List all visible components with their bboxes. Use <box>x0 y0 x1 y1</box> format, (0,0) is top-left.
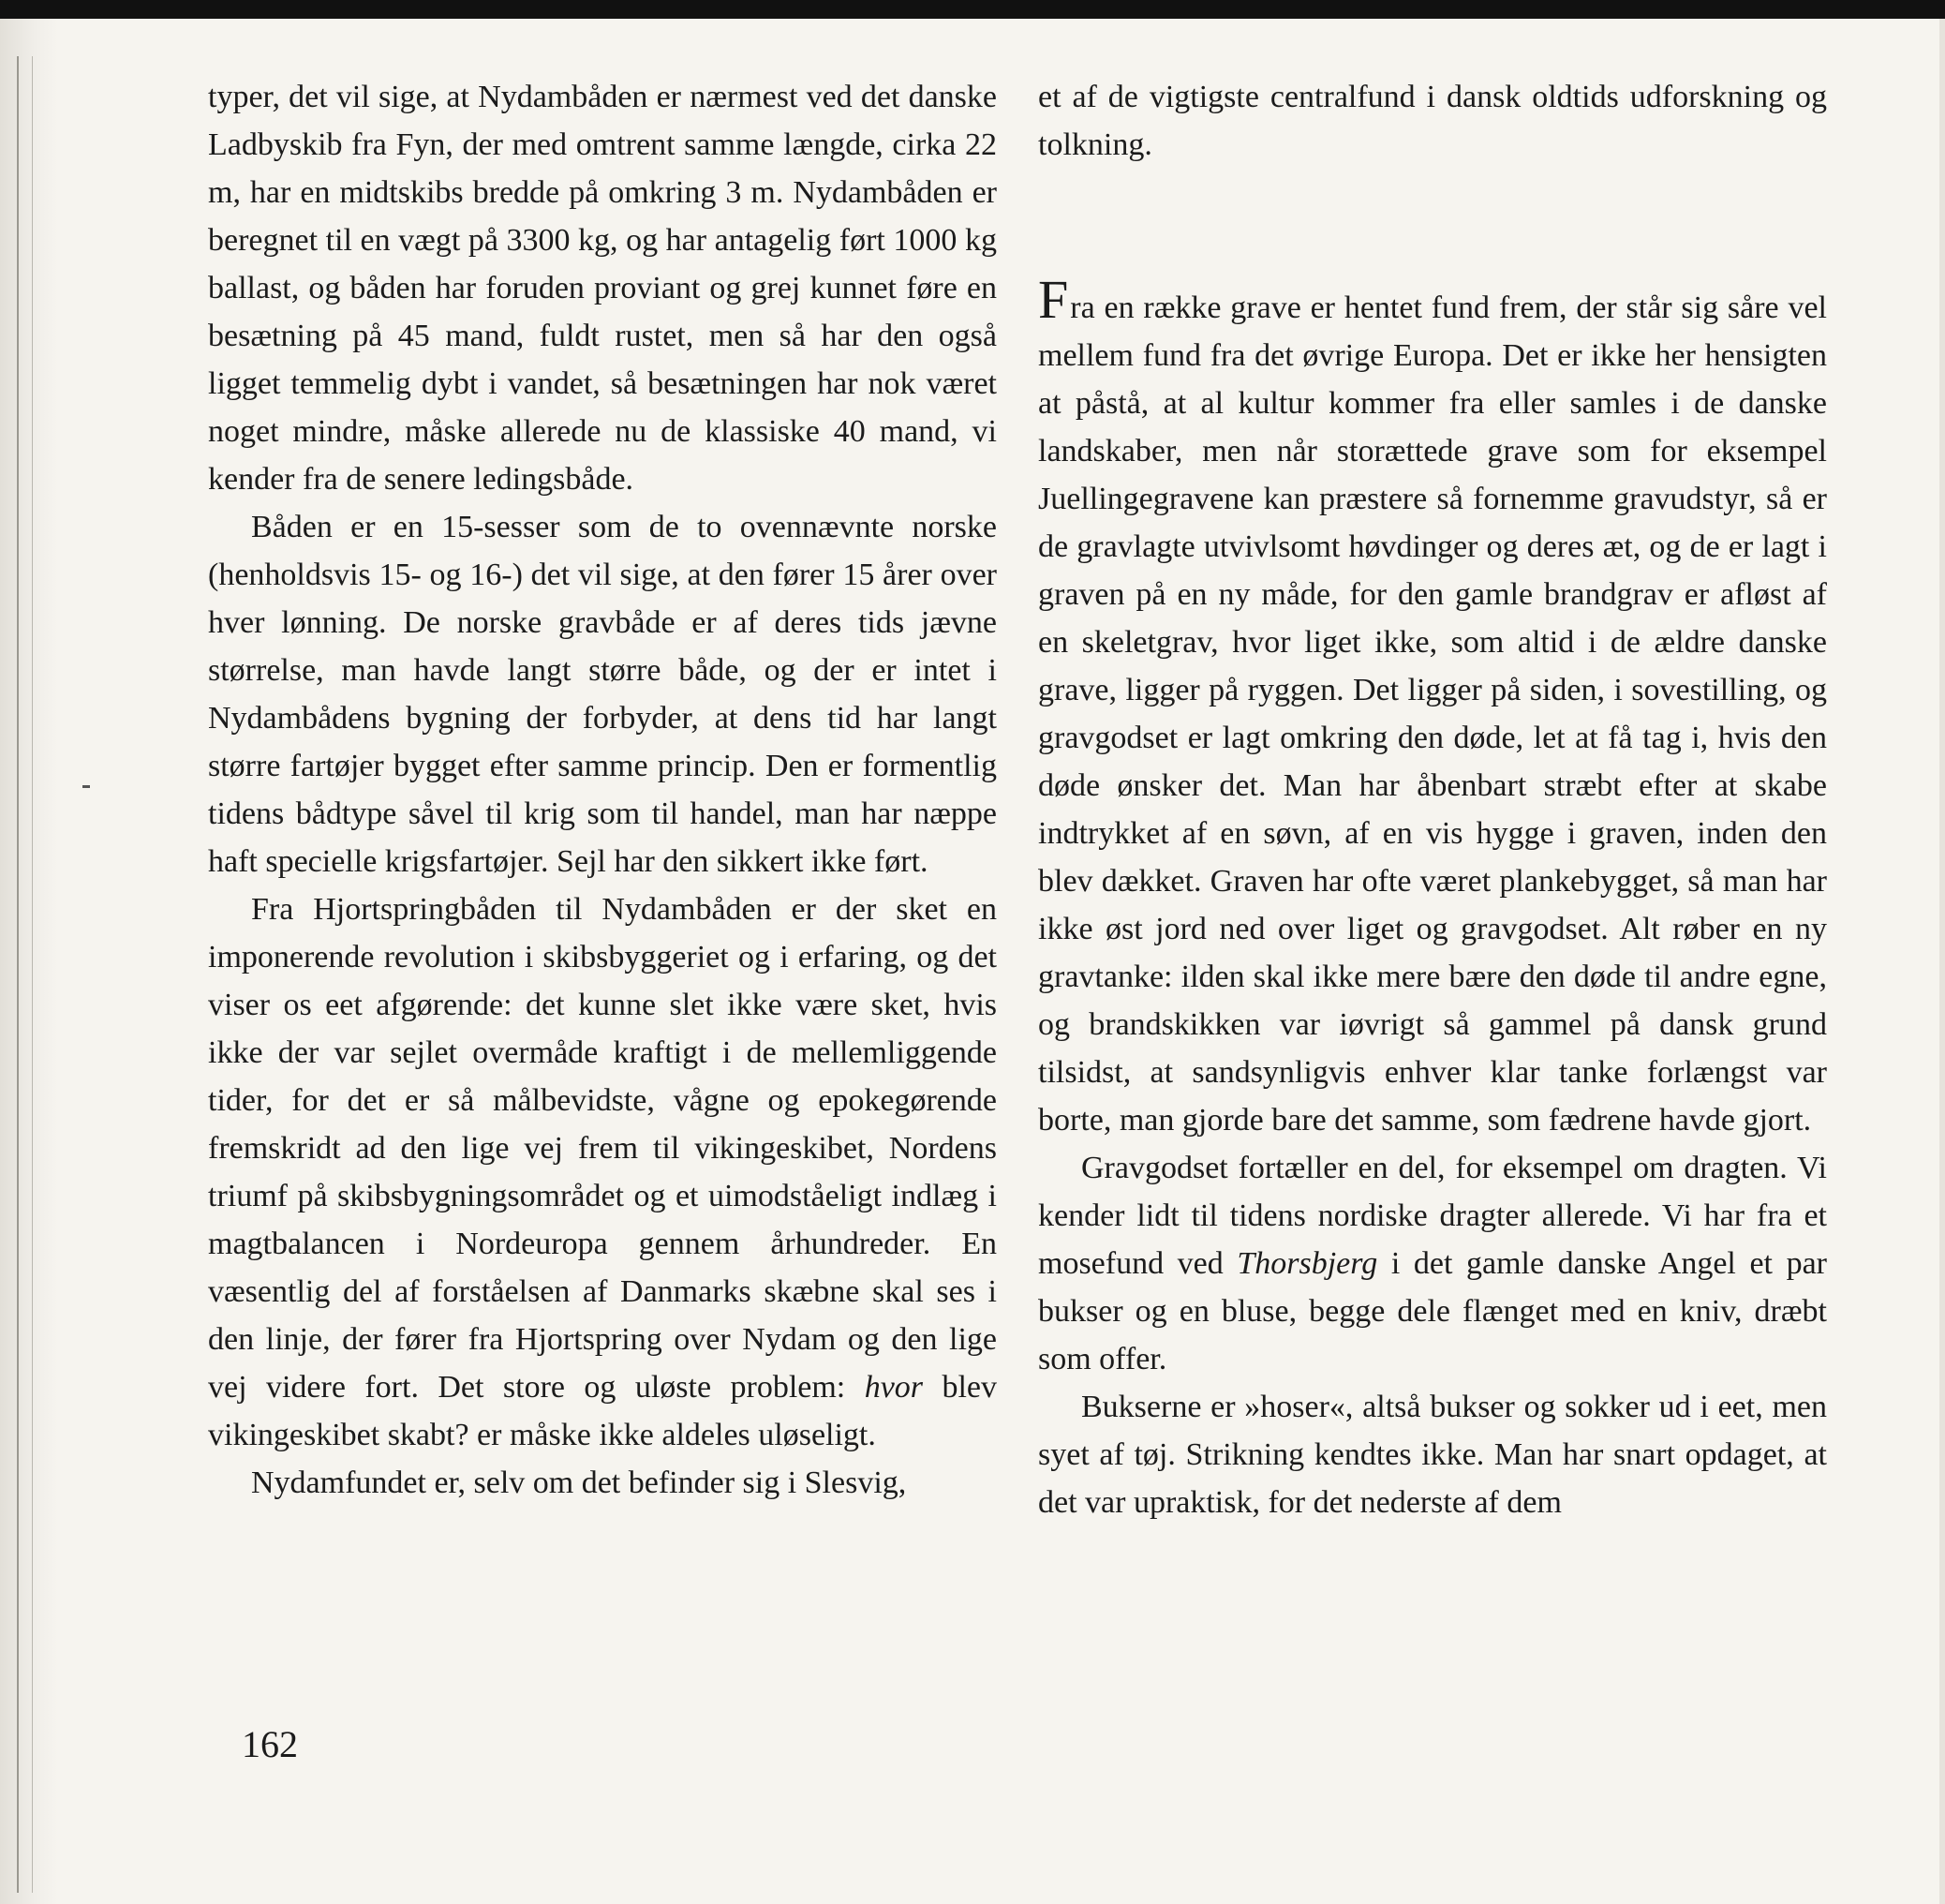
paragraph-text: i det gamle danske Angel et par bukser og en bluse, begge dele flænget med en kniv, dræbt som offer. <box>1038 1246 1827 1376</box>
paragraph <box>1038 269 1827 1144</box>
left-text-column <box>208 73 997 1507</box>
gutter-line <box>17 56 19 1893</box>
page-number: 162 <box>242 1723 298 1765</box>
page-right-edge <box>1939 19 1945 1904</box>
gutter-line-secondary <box>32 56 33 1893</box>
drop-cap: F <box>1038 269 1069 330</box>
paragraph <box>208 885 997 1459</box>
paragraph: Båden er en 15-sesser som de to ovennævnte norske (henholdsvis 15- og 16-) det vil sige, at den fører 15 årer over hver lønning. De norske gravbåde er af deres tids jævne størrelse, man havde langt større både, og der er intet i Nydambådens bygning der forbyder, at dens tid har langt større fartøjer bygget efter samme princip. Den er formentlig tidens bådtype såvel til krig som til handel, man har næppe haft specielle krigsfartøjer. Sejl har den sikkert ikke ført. <box>208 510 997 879</box>
right-text-column <box>1038 73 1827 1526</box>
margin-mark <box>82 785 90 788</box>
scan-top-edge <box>0 0 1945 19</box>
emphasis-text: Thorsbjerg <box>1237 1246 1378 1281</box>
paragraph: Bukserne er »hoser«, altså bukser og sokker ud i eet, men syet af tøj. Strikning kendtes ikke. Man har snart opdaget, at det var upraktisk, for det nederste af dem <box>1038 1390 1827 1520</box>
paragraph <box>1038 1144 1827 1383</box>
paragraph-text: ra en række grave er hentet fund frem, der står sig såre vel mellem fund fra det øvrige Europa. Det er ikke her hensigten at påstå, at al kultur kommer fra eller samles i de danske landskaber, men når storættede grave som for eksempel Juellingegravene kan præstere så fornemme gravudstyr, så er de gravlagte utvivlsomt høvdinger og deres æt, og de er lagt i graven på en ny måde, for den gamle brandgrav er afløst af en skeletgrav, hvor liget ikke, som altid i de ældre danske grave, ligger på ryggen. Det ligger på siden, i sovestilling, og gravgodset er lagt omkring den døde, let at få tag i, hvis den døde ønsker det. Man har åbenbart stræbt efter at skabe indtrykket af en søvn, af en vis hygge i graven, inden den blev dækket. Graven har ofte været plankebygget, så man har ikke øst jord ned over liget og gravgodset. Alt røber en ny gravtanke: ilden skal ikke mere bære den døde til andre egne, og brandskikken var iøvrigt så gammel på dansk grund tilsidst, at sandsynligvis enhver klar tanke forlængst var borte, man gjorde bare det samme, som fædrene havde gjort. <box>1038 290 1827 1138</box>
emphasis-text: hvor <box>864 1370 924 1405</box>
paragraph-text: blev vikingeskibet skabt? er måske ikke aldeles uløseligt. <box>208 1370 997 1452</box>
paragraph: et af de vigtigste centralfund i dansk oldtids udforskning og tolkning. <box>1038 80 1827 162</box>
book-gutter <box>0 19 58 1904</box>
paragraph-text: Gravgodset fortæller en del, for eksempel om dragten. Vi kender lidt til tidens nordiske dragter allerede. Vi har fra et mosefund ved <box>1038 1151 1827 1281</box>
paragraph: typer, det vil sige, at Nydambåden er nærmest ved det danske Ladbyskib fra Fyn, der med omtrent samme længde, cirka 22 m, har en midtskibs bredde på omkring 3 m. Nydambåden er beregnet til en vægt på 3300 kg, og har antagelig ført 1000 kg ballast, og båden har foruden proviant og grej kunnet føre en besætning på 45 mand, fuldt rustet, men så har den også ligget temmelig dybt i vandet, så besætningen har nok været noget mindre, måske allerede nu de klassiske 40 mand, vi kender fra de senere ledingsbåde. <box>208 80 997 497</box>
paragraph-text: Fra Hjortspringbåden til Nydambåden er der sket en imponerende revolution i skibsbyggeriet og i erfaring, og det viser os eet afgørende: det kunne slet ikke være sket, hvis ikke der var sejlet overmåde kraftigt i de mellemliggende tider, for det er så målbevidste, vågne og epokegørende fremskridt ad den lige vej frem til vikingeskibet, Nordens triumf på skibsbygningsområdet og et uimodståeligt indlæg i magtbalancen i Nordeuropa gennem århundreder. En væsentlig del af forståelsen af Danmarks skæbne skal ses i den linje, der fører fra Hjortspring over Nydam og den lige vej videre fort. Det store og uløste problem: <box>208 892 997 1405</box>
paragraph: Nydamfundet er, selv om det befinder sig i Slesvig, <box>251 1465 907 1500</box>
